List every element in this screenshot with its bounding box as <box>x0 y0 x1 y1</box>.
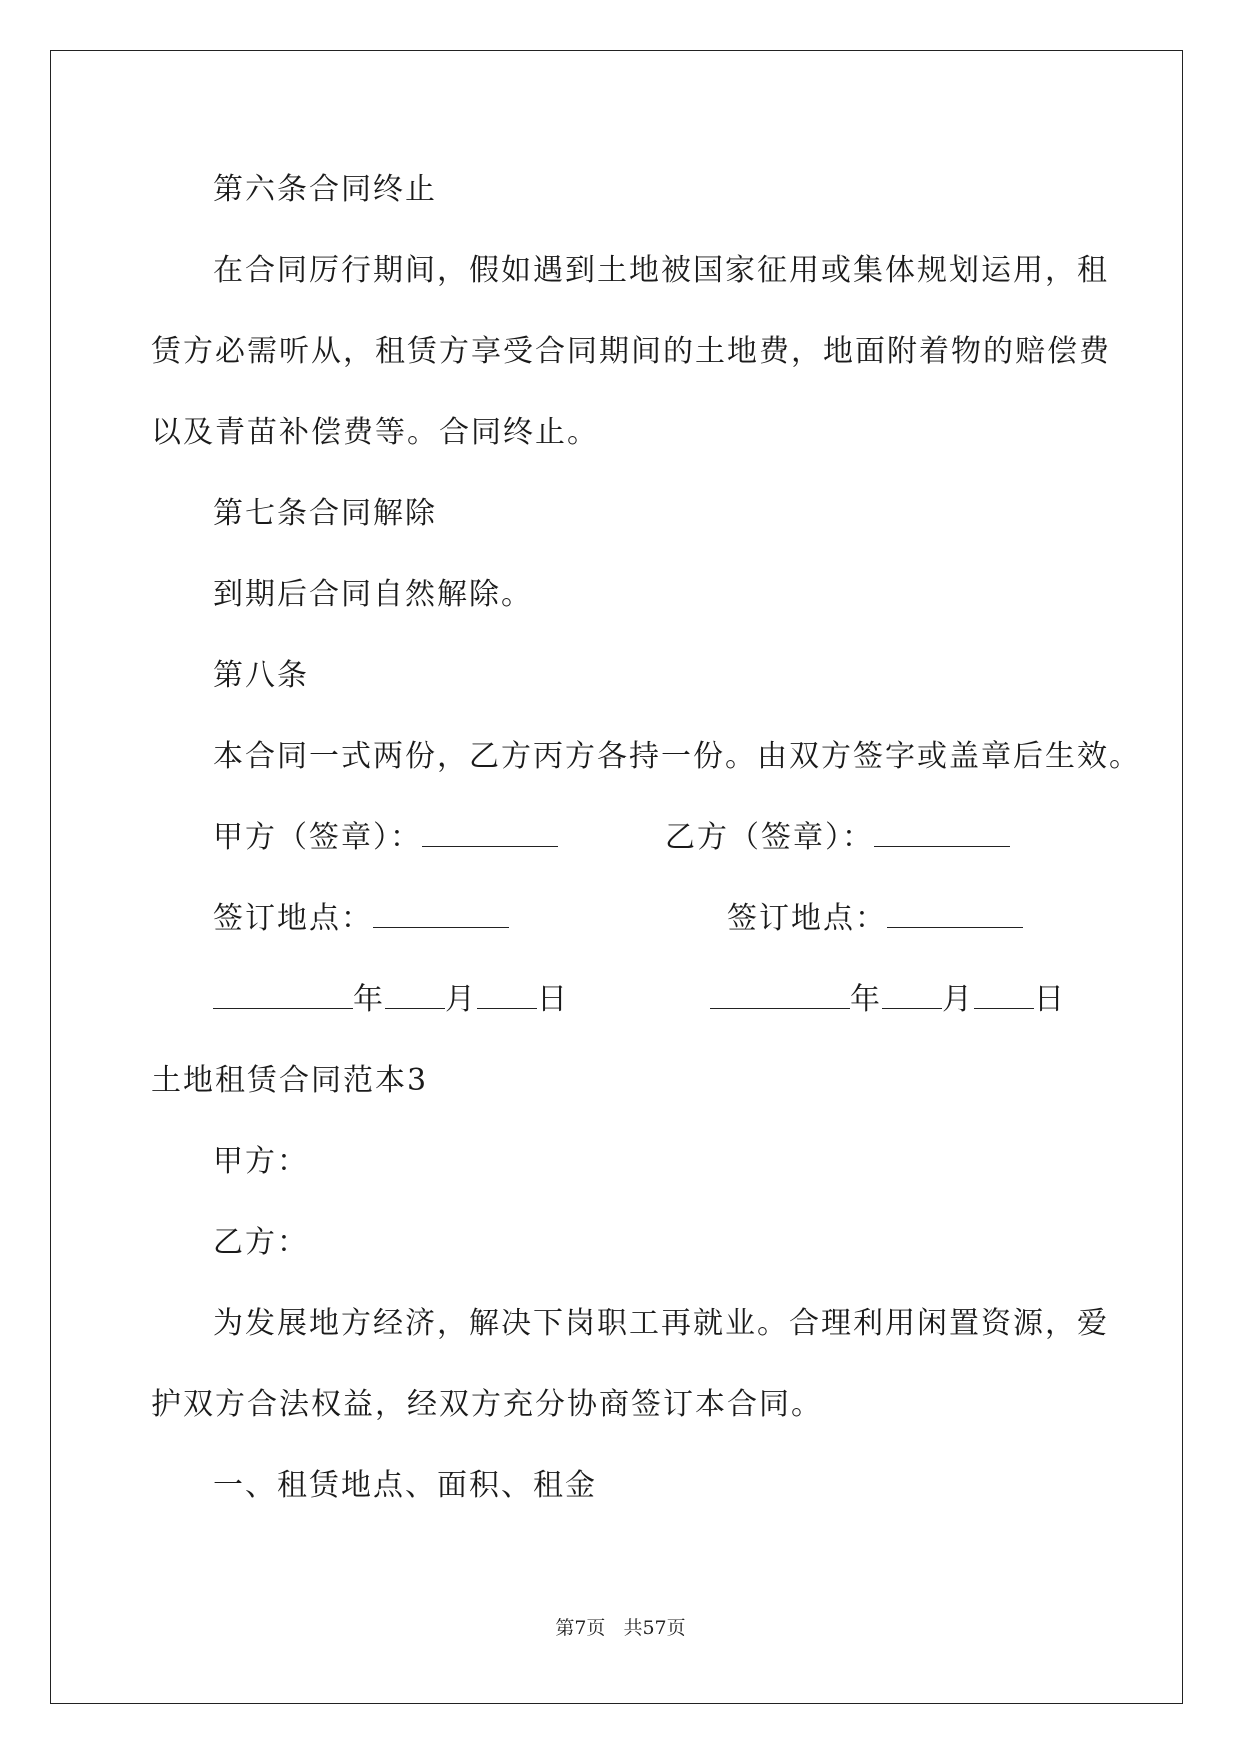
intro-line-1: 为发展地方经济，解决下岗职工再就业。合理利用闲置资源，爱 <box>213 1306 1109 1341</box>
section-1-heading: 一、租赁地点、面积、租金 <box>213 1468 597 1503</box>
date-a-month-blank <box>385 982 445 1009</box>
date-a <box>213 980 569 1020</box>
date-a-day-label: 日 <box>537 982 569 1017</box>
article-7-line-1: 到期后合同自然解除。 <box>213 577 533 612</box>
page-total: 共57页 <box>623 1617 686 1639</box>
article-7-title: 第七条合同解除 <box>213 496 437 531</box>
place-b <box>727 899 1023 939</box>
page-number: 第7页 <box>555 1617 606 1639</box>
article-6-line-1: 在合同厉行期间，假如遇到土地被国家征用或集体规划运用，租 <box>213 253 1109 288</box>
date-a-month-label: 月 <box>445 982 477 1017</box>
intro-line-2: 护双方合法权益，经双方充分协商签订本合同。 <box>151 1387 823 1422</box>
article-8-line-1: 本合同一式两份，乙方丙方各持一份。由双方签字或盖章后生效。 <box>213 739 1141 774</box>
party-a-signature <box>213 818 558 858</box>
party-b-line: 乙方： <box>213 1225 309 1260</box>
article-8-title: 第八条 <box>213 658 309 693</box>
date-a-year-label: 年 <box>353 982 385 1017</box>
place-a-label: 签订地点： <box>213 901 373 936</box>
party-b-signature-blank <box>874 820 1010 847</box>
page-border <box>50 50 1183 1704</box>
date-b-day-blank <box>974 982 1034 1009</box>
party-a-signature-label: 甲方（签章）： <box>213 820 422 855</box>
date-a-year-blank <box>213 982 353 1009</box>
party-b-signature <box>665 818 1010 858</box>
date-a-day-blank <box>477 982 537 1009</box>
place-b-blank <box>887 901 1023 928</box>
page-footer <box>0 1616 1241 1640</box>
date-b-year-label: 年 <box>850 982 882 1017</box>
party-a-line: 甲方： <box>213 1144 309 1179</box>
party-a-signature-blank <box>422 820 558 847</box>
article-6-line-3: 以及青苗补偿费等。合同终止。 <box>151 415 599 450</box>
article-6-line-2: 赁方必需听从，租赁方享受合同期间的土地费，地面附着物的赔偿费 <box>151 334 1111 369</box>
article-6-title: 第六条合同终止 <box>213 172 437 207</box>
place-b-label: 签订地点： <box>727 901 887 936</box>
date-b-month-label: 月 <box>942 982 974 1017</box>
contract-3-title: 土地租赁合同范本3 <box>151 1063 429 1098</box>
date-b <box>710 980 1066 1020</box>
date-b-day-label: 日 <box>1034 982 1066 1017</box>
place-a-blank <box>373 901 509 928</box>
date-b-year-blank <box>710 982 850 1009</box>
party-b-signature-label: 乙方（签章）： <box>665 820 874 855</box>
place-a <box>213 899 509 939</box>
date-b-month-blank <box>882 982 942 1009</box>
